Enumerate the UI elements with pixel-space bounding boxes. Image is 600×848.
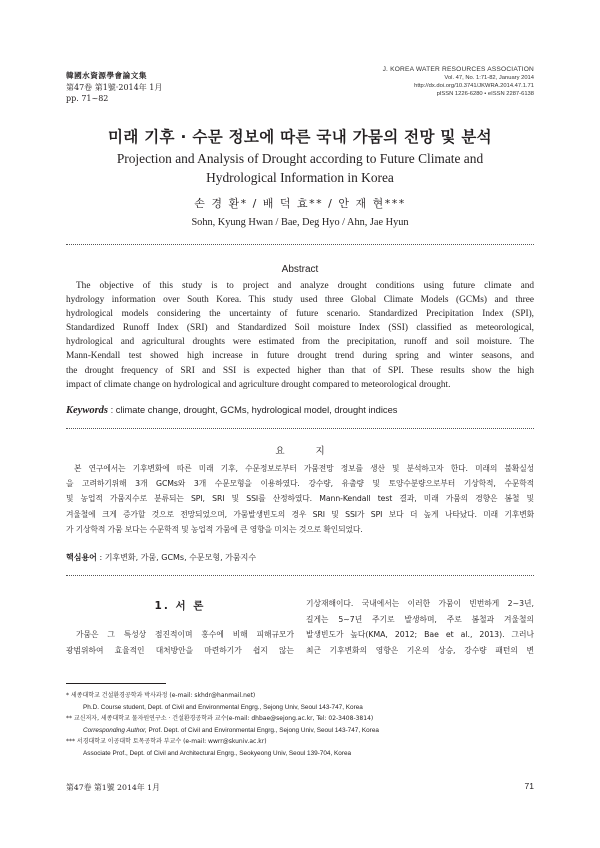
journal-doi: http://dx.doi.org/10.3741/JKWRA.2014.47.1.71 — [414, 83, 534, 89]
summary-line: 가 기상학적 가뭄 보다는 수문학적 및 농업적 가뭄에 큰 영향을 미치는 것으로 확인되었다. — [66, 524, 363, 534]
footer-issue: 第47卷 第1號 2014年 1月 — [66, 783, 160, 792]
keywords-label: Keywords — [66, 405, 108, 416]
footnote-2-en — [66, 725, 534, 737]
footnote-3-en: Associate Prof., Dept. of Civil and Architectural Engrg., Seokyeong Univ, Seoul 139-704, Korea — [83, 749, 352, 757]
abstract-line: hydrological models considering the uncertainty of future scenario. Standardized Precipitation Index (SPI), — [66, 309, 534, 320]
keywords-list: : climate change, drought, GCMs, hydrological model, drought indices — [108, 405, 398, 415]
journal-issn: pISSN 1226-6280 • eISSN 2287-6138 — [436, 91, 534, 97]
summary-line: 및 농업적 가뭄지수로 분류되는 SPI, SRI 및 SSI를 산정하였다. Mann-Kendall test 결과, 미래 가뭄의 경향은 봄철 및 — [66, 494, 534, 504]
abstract-line: The objective of this study is to project and analyze drought conditions using future climate and — [76, 281, 534, 291]
divider — [66, 575, 534, 576]
paper-title-en — [100, 150, 500, 187]
footnote-1-en: Ph.D. Course student, Dept. of Civil and Environmental Engrg., Sejong Univ, Seoul 143-747, Korea — [83, 703, 363, 711]
journal-volume-ko: 第47卷 第1號·2014年 1月 — [66, 82, 163, 92]
keywords-ko-list: : 기후변화, 가뭄, GCMs, 수문모형, 가뭄지수 — [96, 553, 257, 562]
abstract-line: impact of climate change on hydrological and agriculture drought compared to meteorological drought. — [66, 379, 451, 390]
page-number: 71 — [524, 781, 534, 791]
footnote-rule — [66, 683, 166, 684]
paper-title-en-line1: Projection and Analysis of Drought according to Future Climate and — [116, 151, 484, 166]
summary-line: 본 연구에서는 기후변화에 따른 미래 기후, 수문정보로부터 가뭄전망 정보를 생산 및 분석하고자 한다. 미래의 불확실성 — [74, 464, 534, 473]
intro-line: 가뭄은 그 특성상 점진적이며 홍수에 비해 피해규모가 — [76, 630, 294, 639]
divider — [66, 244, 534, 245]
authors-en: Sohn, Kyung Hwan / Bae, Deg Hyo / Ahn, Jae Hyun — [191, 217, 409, 228]
footnote-3-ko: *** 서경대학교 이공대학 토목공학과 부교수 (e-mail: wwrr@skuniv.ac.kr) — [66, 738, 267, 746]
paper-title-ko: 미래 기후 · 수문 정보에 따른 국내 가뭄의 전망 및 분석 — [108, 128, 492, 146]
abstract-line: hydrology information over South Korea. This study used three Global Climate Models (GCMs) and three — [66, 295, 534, 306]
footnote-2-ko: ** 교신저자, 세종대학교 물자원연구소 · 건설환경공학과 교수(e-mail: dhbae@sejong.ac.kr, Tel: 02-3408-3814) — [66, 715, 374, 723]
journal-name-en: J. KOREA WATER RESOURCES ASSOCIATION — [382, 66, 534, 73]
journal-name-ko: 韓國水資源學會論文集 — [66, 71, 147, 80]
keywords-ko-label: 핵심용어 — [66, 553, 97, 562]
abstract-body — [66, 279, 534, 392]
footnotes — [66, 690, 534, 760]
authors-ko: 손 경 환* / 배 덕 효** / 안 재 현*** — [194, 197, 406, 210]
keywords-ko — [66, 552, 256, 563]
paper-title-en-line2: Hydrological Information in Korea — [206, 169, 394, 185]
intro-line: 최근 기후변화의 영향은 기온의 상승, 강수량 패턴의 변 — [306, 645, 534, 655]
intro-line: 길게는 5~7년 주기로 발생하며, 주로 봄철과 겨울철의 — [306, 614, 534, 624]
intro-line: 발생빈도가 높다(KMA, 2012; Bae et al., 2013). 그러나 — [306, 630, 534, 640]
intro-line: 광범위하여 효율적인 대처방안을 마련하기가 쉽지 않는 — [66, 645, 294, 655]
journal-volume-en: Vol. 47, No. 1:71-82, January 2014 — [444, 75, 534, 81]
footnote-1-ko: * 세종대학교 건설환경공학과 박사과정 (e-mail: skhdr@hanmail.net) — [66, 692, 256, 699]
keywords-en — [66, 405, 534, 416]
abstract-line: Mann-Kendall test showed high increase in future drought trend during spring and winter seasons, and — [66, 351, 534, 362]
summary-body — [66, 461, 534, 537]
intro-heading: 1. 서 론 — [154, 600, 206, 612]
corresponding-author-label: Corresponding Author, — [83, 726, 147, 734]
summary-heading: 요 지 — [275, 446, 339, 457]
abstract-heading: Abstract — [281, 264, 319, 275]
journal-pages: pp. 71~82 — [66, 94, 109, 103]
divider — [66, 428, 534, 429]
summary-line: 겨울철에 크게 증가할 것으로 전망되었으며, 가뭄발생빈도의 경우 SRI 및 SSI가 SPI 보다 더 높게 나타났다. 미래 기후변화 — [66, 509, 534, 519]
footnote-2-en-text: Prof. Dept. of Civil and Environmental Engrg., Sejong Univ, Seoul 143-747, Korea — [146, 726, 379, 734]
summary-line: 을 고려하기위해 3개 GCMs와 3개 수문모형을 이용하였다. 강수량, 유출량 및 토양수분량으로부터 기상학적, 수문학적 — [66, 479, 534, 489]
intro-right-column — [306, 596, 534, 658]
intro-line: 기상재해이다. 국내에서는 이러한 가뭄이 빈번하게 2~3년, — [306, 599, 534, 608]
abstract-line: the drought frequency of SRI and SSI is expected higher than that of SPI. These results show the high — [66, 365, 534, 376]
journal-header-ko — [66, 70, 162, 105]
intro-left-column — [66, 627, 294, 658]
journal-header-en — [383, 66, 534, 98]
abstract-line: hydrological and agricultural droughts were estimated from the precipitation, runoff and soil moisture. The — [66, 337, 534, 348]
abstract-line: Standardized Runoff Index (SRI) and Standardized Soil moisture Index (SSI) classified as meteorological, — [66, 323, 534, 334]
